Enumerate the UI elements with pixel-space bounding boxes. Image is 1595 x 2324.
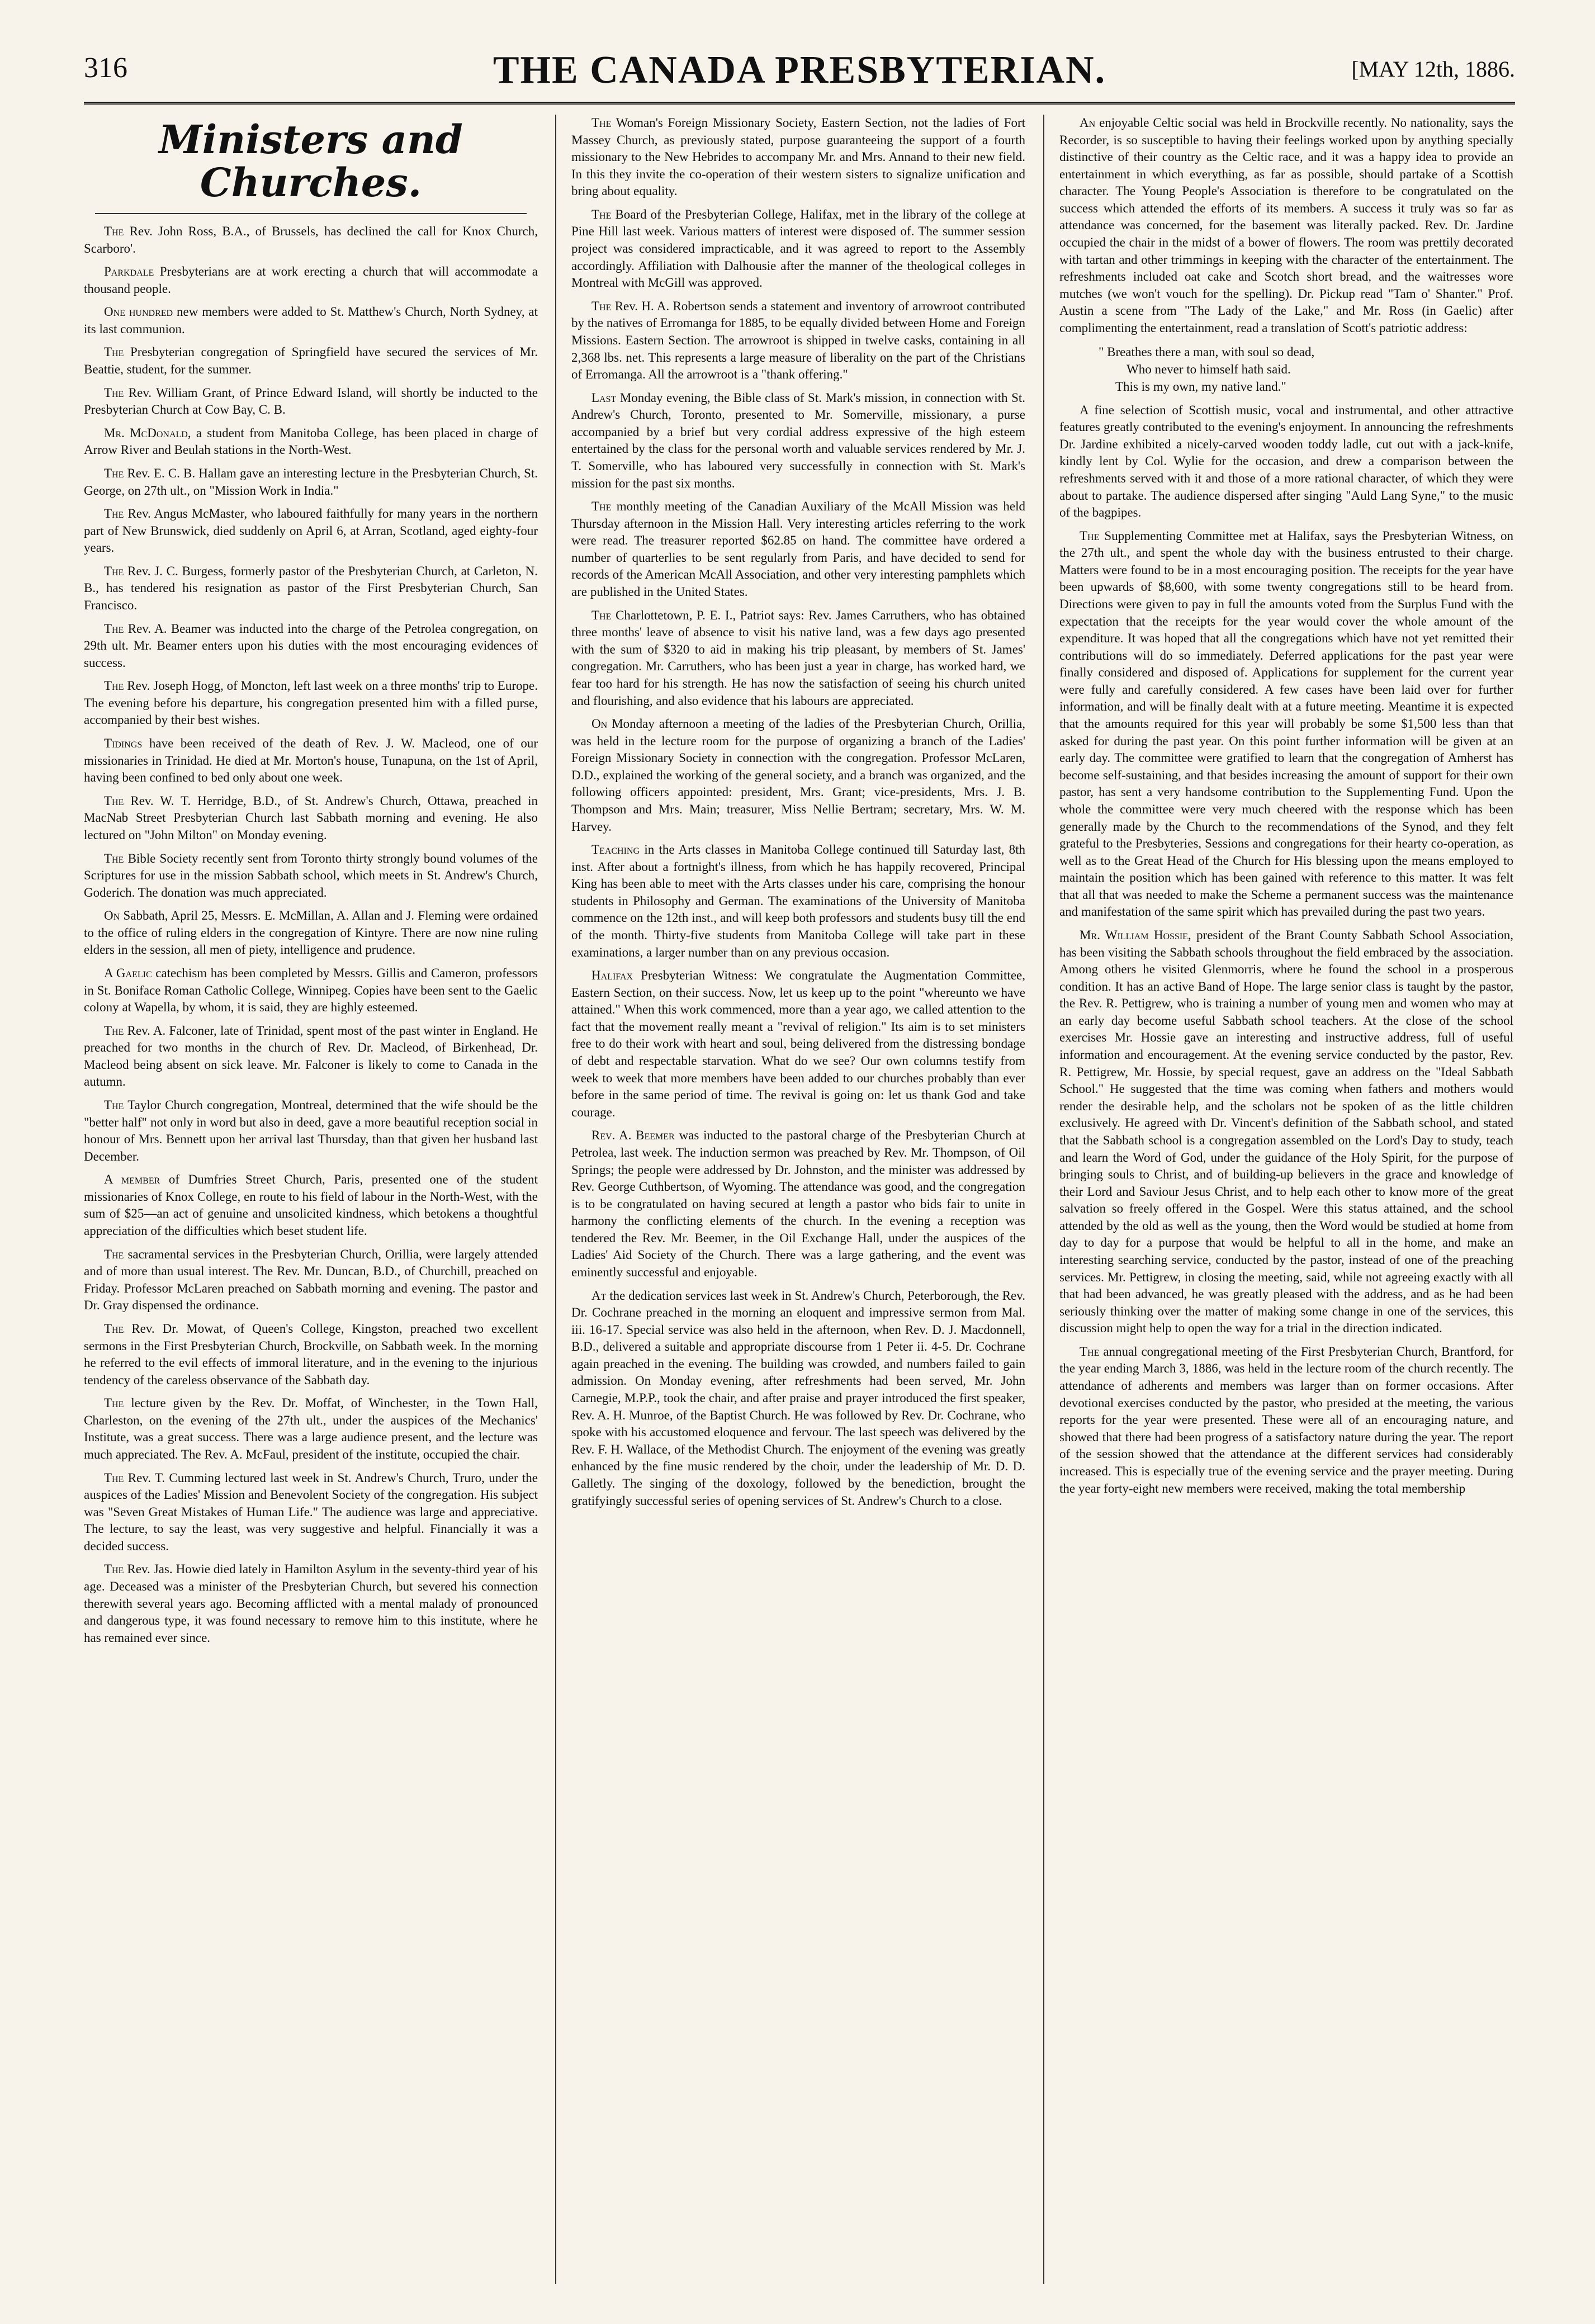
article-paragraph <box>84 425 538 459</box>
article-paragraph <box>571 115 1025 200</box>
paragraph-lead: One hundred <box>104 305 173 319</box>
paragraph-text: Rev. E. C. B. Hallam gave an interesting lecture in the Presbyterian Church, St. George, on 27th ult., on "Mission Work in India." <box>84 466 538 498</box>
article-paragraph <box>84 263 538 297</box>
paragraph-lead: Teaching <box>591 842 640 857</box>
paragraph-lead: On <box>104 908 120 923</box>
paragraph-lead: The <box>104 1247 124 1261</box>
paragraph-lead: A Gaelic <box>104 965 152 980</box>
article-paragraph <box>84 1395 538 1463</box>
paragraph-lead: The <box>104 1321 124 1336</box>
paragraph-lead: The <box>104 224 124 238</box>
paragraph-lead: The <box>591 207 612 221</box>
paragraph-text: monthly meeting of the Canadian Auxiliary of the McAll Mission was held Thursday afternoon in the Mission Hall. Very interesting articles referring to the work were read. The treasurer reported $62.85 on hand. The committee have ordered a number of quarterlies to be sent regularly from Paris, and have decided to send for records of the American McAll Association, and other very interesting pamphlets which are published in the United States. <box>571 499 1025 599</box>
paragraph-lead: The <box>104 1098 124 1113</box>
poem-quote <box>1099 343 1513 395</box>
paragraph-lead: The <box>104 345 124 359</box>
paragraph-lead: Tidings <box>104 736 143 751</box>
paragraph-text: Taylor Church congregation, Montreal, determined that the wife should be the "better half" not only in word but also in deed, gave a more beautiful reception social in honour of Mrs. Bennett upon her arrival last Thursday, than that given her husband last December. <box>84 1098 538 1163</box>
paragraph-lead: The <box>591 116 612 130</box>
paragraph-text: Rev. A. Falconer, late of Trinidad, spent most of the past winter in England. He preached for two months in the church of Rev. Dr. Macleod, of Birkenhead, Dr. Macleod being absent on sick leave. Mr. Falconer is likely to come to Canada in the autumn. <box>84 1023 538 1089</box>
paragraph-lead: The <box>1080 528 1100 543</box>
article-paragraph <box>1059 1343 1513 1497</box>
article-paragraph <box>571 498 1025 600</box>
paragraph-lead: The <box>591 499 612 514</box>
paragraph-text: Charlottetown, P. E. I., Patriot says: Rev. James Carruthers, who has obtained three months' leave of absence to visit his native land, was a few days ago presented with the sum of $320 to aid in making his trip pleasant, by members of St. James' congregation. Mr. Carruthers, who has been just a year in charge, has worked hard, we fear too hard for his strength. He has now the satisfaction of seeing his church united and flourishing, and also evidence that his labours are appreciated. <box>571 608 1025 708</box>
paragraph-text: Woman's Foreign Missionary Society, Eastern Section, not the ladies of Fort Massey Church, as previously stated, purpose guaranteeing the support of a fourth missionary to the New Hebrides to accompany Mr. and Mrs. Annand to their new field. In this they invite the co-operation of their western sisters to signalize unification and bring about equality. <box>571 116 1025 198</box>
paragraph-lead: A member <box>104 1172 160 1187</box>
paragraph-text: have been received of the death of Rev. J. W. Macleod, one of our missionaries in Trinidad. He died at Mr. Morton's house, Tunapuna, on the 1st of April, having been confined to bed only about one week. <box>84 736 538 785</box>
article-paragraph <box>84 1023 538 1091</box>
paragraph-text: Supplementing Committee met at Halifax, says the Presbyterian Witness, on the 27th ult., and spent the whole day with the business entrusted to their charge. Matters were found to be in a most encouraging position. The receipts for the year have been upwards of $8,600, with some twenty congregations still to be heard from. Directions were given to pay in full the amounts voted from the Surplus Fund with the expectation that the receipts for the year would cover the whole amount of the expenditure. It was hoped that all the congregations which have not yet remitted their contributions will do so immediately. Deferred applications for the past year were finally considered and disposed of. Applications for supplement for the current year were fully and carefully considered. A few cases have been laid over for further information, and will be finally dealt with at a future meeting. Meantime it is expected that the amounts required for this year will probably be some $1,500 less than that asked for during the past year. On this point further information will be given at an early day. The committee were gratified to learn that the congregation of Amherst has become self-sustaining, and that besides increasing the amount of support for their own pastor, has sent a very handsome contribution to the Supplementing Fund. Upon the whole the committee were very much cheered with the response which has been generally made by the Church to the recommendations of the Synod, and they felt grateful to the Presbyteries, Sessions and congregations for their hearty co-operation, as well as to the Great Head of the Church for His blessing upon the means employed to maintain the position which has been gained with reference to this matter. It was felt that all that was needed to make the Scheme a permanent success was the maintenance and manifestation of the same spirit which has prevailed during the past two years. <box>1059 528 1513 919</box>
paragraph-text: Bible Society recently sent from Toronto thirty strongly bound volumes of the Scriptures for use in the mission Sabbath school, which meets in St. Andrew's Church, Goderich. The donation was much appreciated. <box>84 851 538 900</box>
paragraph-text: of Dumfries Street Church, Paris, presented one of the student missionaries of Knox College, en route to his field of labour in the North-West, with the sum of $25—an act of genuine and unsolicited kindness, which betokens a thoughtful appreciation of the difficulties which beset student life. <box>84 1172 538 1238</box>
poem-line: Who never to himself hath said. <box>1127 362 1291 376</box>
paragraph-text: Presbyterians are at work erecting a church that will accommodate a thousand people. <box>84 264 538 296</box>
paragraph-lead: The <box>104 621 124 636</box>
paragraph-lead: The <box>104 851 124 865</box>
paragraph-text: was inducted to the pastoral charge of the Presbyterian Church at Petrolea, last week. The induction sermon was preached by Rev. Mr. Thompson, of Oil Springs; the people were addressed by Dr. Johnston, and the minister was addressed by Rev. George Cuthbertson, of Wyoming. The attendance was good, and the congregation is to be congratulated on having secured at length a pastor who bids fair to unite in harmony the conflicting elements of the church. In the evening a reception was tendered the Rev. Mr. Beemer, in the Oil Exchange Hall, under the auspices of the Ladies' Aid Society of the Church. There was a large gathering, and the event was eminently successful and enjoyable. <box>571 1128 1025 1279</box>
article-paragraph <box>1059 402 1513 522</box>
paragraph-text: A fine selection of Scottish music, vocal and instrumental, and other attractive features greatly contributed to the evening's enjoyment. In announcing the refreshments Dr. Jardine exhibited a nicely-carved wooden toddy ladle, cut out with a jack-knife, kindly lent by Col. Wylie for the occasion, and drew a comparison between the refreshments served with it and those of a more rational character, of which they were about to partake. The audience dispersed after singing "Auld Lang Syne," to the music of the bagpipes. <box>1059 403 1513 520</box>
article-paragraph <box>84 1097 538 1165</box>
article-paragraph <box>84 505 538 557</box>
article-paragraph <box>571 1288 1025 1510</box>
article-paragraph <box>571 1127 1025 1281</box>
paragraph-lead: An <box>1080 116 1096 130</box>
article-paragraph <box>84 678 538 729</box>
article-paragraph <box>84 223 538 257</box>
issue-date: [MAY 12th, 1886. <box>1351 56 1515 82</box>
article-paragraph <box>84 563 538 614</box>
paragraph-lead: The <box>591 299 612 313</box>
article-paragraph <box>84 1470 538 1555</box>
article-paragraph <box>84 1320 538 1389</box>
article-paragraph <box>571 967 1025 1121</box>
article-paragraph <box>84 850 538 902</box>
paragraph-lead: Halifax <box>591 968 633 983</box>
article-paragraph <box>571 298 1025 384</box>
article-paragraph <box>84 1561 538 1646</box>
column-1 <box>84 115 538 2284</box>
article-paragraph <box>1059 927 1513 1337</box>
paragraph-text: Presbyterian Witness: We congratulate the Augmentation Committee, Eastern Section, on their success. Now, let us keep up to the point "whereunto we have attained." When this work commenced, more than a year ago, we called attention to the fact that the movement really meant a "revival of religion." Its aim is to set ministers free to do their work with heart and soul, being delivered from the distressing bondage of debt and respectable starvation. What do we see? Our own columns testify from week to week that more members have been added to our churches probably than ever before in the same period of time. The revival is going on: let us thank God and take courage. <box>571 968 1025 1119</box>
masthead-title: THE CANADA PRESBYTERIAN. <box>493 49 1106 92</box>
paragraph-lead: The <box>104 564 124 578</box>
paragraph-text: Rev. Jas. Howie died lately in Hamilton Asylum in the seventy-third year of his age. Deceased was a minister of the Presbyterian Church, but severed his connection therewith several years ago. Becoming afflicted with a mental malady of pronounced and dangerous type, it was found necessary to remove him to this institute, where he has remained ever since. <box>84 1562 538 1645</box>
section-title: Ministers and Churches. <box>159 116 463 206</box>
article-paragraph <box>84 1246 538 1314</box>
article-paragraph <box>571 716 1025 835</box>
paragraph-text: Presbyterian congregation of Springfield have secured the services of Mr. Beattie, student, for the summer. <box>84 345 538 377</box>
article-paragraph <box>571 206 1025 292</box>
poem-line: This is my own, my native land." <box>1115 379 1286 394</box>
paragraph-lead: The <box>104 793 124 808</box>
poem-line: " Breathes there a man, with soul so dead, <box>1099 344 1315 359</box>
paragraph-lead: The <box>1080 1344 1100 1359</box>
article-paragraph <box>84 621 538 672</box>
column-2 <box>571 115 1025 2284</box>
article-paragraph <box>84 465 538 499</box>
paragraph-lead: Rev. A. Beemer <box>591 1128 675 1143</box>
paragraph-text: Rev. W. T. Herridge, B.D., of St. Andrew's Church, Ottawa, preached in MacNab Street Presbyterian Church last Sabbath morning and evening. He also lectured on "John Milton" on Monday evening. <box>84 793 538 842</box>
paragraph-lead: On <box>591 717 608 731</box>
article-paragraph <box>84 385 538 419</box>
paragraph-text: a student from Manitoba College, has been placed in charge of Arrow River and Beulah stations in the North-West. <box>84 425 538 457</box>
paragraph-text: Rev. John Ross, B.A., of Brussels, has declined the call for Knox Church, Scarboro'. <box>84 224 538 255</box>
paragraph-lead: The <box>591 608 612 622</box>
paragraph-text: annual congregational meeting of the First Presbyterian Church, Brantford, for the year ending March 3, 1886, was held in the lecture room of the church recently. The attendance of adherents and members was larger than on former occasions. After devotional exercises conducted by the pastor, who presided at the meeting, the various reports for the year were presented. These were all of an encouraging nature, and showed that there had been progress of a satisfactory nature during the year. The report of the session showed that the attendance at the different services had considerably increased. This is especially true of the evening service and the prayer meeting. During the year forty-eight new members were received, making the total membership <box>1059 1344 1513 1495</box>
paragraph-text: Sabbath, April 25, Messrs. E. McMillan, A. Allan and J. Fleming were ordained to the office of ruling elders in the congregation of Kintyre. There are now nine ruling elders in the session, all men of piety, intelligence and prudence. <box>84 908 538 957</box>
article-paragraph <box>1059 528 1513 921</box>
paragraph-text: Rev. A. Beamer was inducted into the charge of the Petrolea congregation, on 29th ult. Mr. Beamer enters upon his duties with the most encouraging evidences of success. <box>84 621 538 670</box>
paragraph-lead: The <box>104 1562 124 1577</box>
paragraph-text: sacramental services in the Presbyterian Church, Orillia, were largely attended and of more than usual interest. The Rev. Mr. Duncan, B.D., of Churchill, preached on Friday. Professor McLaren preached on Sabbath morning and evening. The pastor and Dr. Gray dispensed the ordinance. <box>84 1247 538 1313</box>
paragraph-lead: The <box>104 1470 124 1485</box>
paragraph-text: Board of the Presbyterian College, Halifax, met in the library of the college at Pine Hill last week. Various matters of interest were disposed of. The summer session project was considered impracticable, and it was agreed to report to the Assembly accordingly. Affiliation with Dalhousie after the manner of the theological colleges in Montreal with McGill was approved. <box>571 207 1025 290</box>
column-3 <box>1059 115 1513 2284</box>
article-paragraph <box>84 735 538 787</box>
paragraph-text: Rev. William Grant, of Prince Edward Island, will shortly be inducted to the Presbyterian Church at Cow Bay, C. B. <box>84 385 538 417</box>
column-divider <box>1043 115 1044 2284</box>
article-paragraph <box>571 607 1025 709</box>
paragraph-lead: Mr. William Hossie, <box>1080 928 1191 942</box>
paragraph-text: president of the Brant County Sabbath School Association, has been visiting the Sabbath schools throughout the field embraced by the association. Among others he visited Glenmorris, where he found the school in a prosperous condition. It has an active Band of Hope. The large senior class is taught by the pastor, the Rev. R. Pettigrew, who is training a number of young men and women who may at an early day become useful Sabbath school teachers. At the close of the school exercises Mr. Hossie gave an interesting and instructive address, full of useful information and encouragement. At the evening service conducted by the pastor, Rev. R. Pettigrew, Mr. Hossie, by special request, gave an address on the "Ideal Sabbath School." He suggested that the time was coming when fathers and mothers would render the desirable help, and the scholars not be spoken of as the little children exclusively. He agreed with Dr. Vincent's definition of the Sabbath school, and stated that the Sabbath school is a congregation assembled on the Lord's Day to study, teach and learn the Word of God, under the guidance of the Holy Spirit, for the purpose of bringing souls to Christ, and of building-up believers in the grace and knowledge of their Lord and Saviour Jesus Christ, and to help each other to know more of the great salvation so freely offered in the Gospel. Were this status attained, and the school attended by the old as well as the young, then the Word would be studied at home from day to day for a purpose that would be helpful to all in the home, and make an interesting searching service, conducted by the pastor, instead of one of the preaching services. Mr. Pettigrew, in closing the meeting, said, while not agreeing exactly with all that had been advanced, he was greatly pleased with the address, and as he had been seriously thinking over the matter of making some change in one of the services, this discussion might help to open the way for a trial in the direction indicated. <box>1059 928 1513 1336</box>
paragraph-text: Rev. T. Cumming lectured last week in St. Andrew's Church, Truro, under the auspices of the Ladies' Mission and Benevolent Society of the congregation. His subject was "Seven Great Mistakes of Human Life." The audience was large and appreciative. The lecture, to say the least, was very suggestive and helpful. Financially it was a decided success. <box>84 1470 538 1553</box>
paragraph-text: new members were added to St. Matthew's Church, North Sydney, at its last communion. <box>84 305 538 336</box>
paragraph-lead: The <box>104 1396 124 1411</box>
paragraph-text: Rev. Angus McMaster, who laboured faithfully for many years in the northern part of New Brunswick, died suddenly on April 6, at Arran, Scotland, aged eighty-four years. <box>84 507 538 555</box>
paragraph-text: Rev. J. C. Burgess, formerly pastor of the Presbyterian Church, at Carleton, N. B., has tendered his resignation as pastor of the First Presbyterian Church, San Francisco. <box>84 564 538 612</box>
paragraph-lead: The <box>104 385 124 400</box>
paragraph-text: Rev. H. A. Robertson sends a statement and inventory of arrowroot contributed by the natives of Erromanga for 1885, to be equally divided between Home and Foreign Missions. Eastern Section. The arrowroot is shipped in twelve casks, containing in all 2,368 lbs. net. This represents a large measure of liberality on the part of the Christians of Erromanga. All the arrowroot is a "thank offering." <box>571 299 1025 382</box>
article-paragraph <box>571 841 1025 961</box>
paragraph-text: catechism has been completed by Messrs. Gillis and Cameron, professors in St. Boniface Roman Catholic College, Winnipeg. Copies have been sent to the Gaelic colony at Wapella, by whom, it is said, they are highly esteemed. <box>84 965 538 1015</box>
paragraph-text: enjoyable Celtic social was held in Brockville recently. No nationality, says the Recorder, is so susceptible to having their feelings worked upon by anything specially distinctive of their country as the Celtic race, and it was a happy idea to provide an entertainment in which everything, as far as possible, should partake of a Scottish character. The Young People's Association is therefore to be congratulated on the success which attended the efforts of its members. A success it truly was so far as attendance was concerned, for the basement was literally packed. Rev. Dr. Jardine occupied the chair in the midst of a bower of flowers. The room was prettily decorated with tartan and other trimmings in keeping with the character of the entertainment. The refreshments included oat cake and Scotch short bread, and the waitresses wore mutches (we won't vouch for the spelling). Dr. Pickup read "Tam o' Shanter." Prof. Austin a scene from "The Lady of the Lake," and Mr. Ross (in Gaelic) after complimenting the entertainment, read a translation of Scott's patriotic address: <box>1059 116 1513 335</box>
paragraph-lead: Last <box>591 390 617 405</box>
paragraph-lead: The <box>104 466 124 480</box>
paragraph-text: the dedication services last week in St. Andrew's Church, Peterborough, the Rev. Dr. Cochrane preached in the morning an eloquent and impressive sermon from Mal. iii. 16-17. Special service was also held in the afternoon, when Rev. D. J. Macdonnell, B.D., delivered a suitable and appropriate discourse from 1 Peter ii. 4-5. Dr. Cochrane again preached in the evening. The building was crowded, and numbers failed to gain admission. On Monday evening, after refreshments had been served, Mr. John Carnegie, M.P.P., took the chair, and after praise and prayer introduced the first speaker, Rev. A. H. Munroe, of the Baptist Church. He was followed by Rev. Dr. Cochrane, who spoke with his accustomed eloquence and fervour. The last speech was delivered by the Rev. F. H. Wallace, of the Methodist Church. The enjoyment of the evening was greatly enhanced by the fine music rendered by the choir, under the leadership of Mr. D. D. Galletly. The singing of the doxology, followed by the benediction, brought the gratifyingly successful series of opening services of St. Andrew's Church to a close. <box>571 1288 1025 1508</box>
paragraph-lead: Mr. McDonald, <box>104 425 191 440</box>
paragraph-text: Monday evening, the Bible class of St. Mark's mission, in connection with St. Andrew's Church, Toronto, presented to Mr. Somerville, missionary, a purse accompanied by a brief but very cordial address expressive of the high esteem entertained by the class for the personal worth and valuable services rendered by Mr. J. T. Somerville, who has laboured very successfully in connection with St. Mark's mission for the past six months. <box>571 390 1025 490</box>
paragraph-text: lecture given by the Rev. Dr. Moffat, of Winchester, in the Town Hall, Charleston, on the evening of the 27th ult., under the auspices of the Mechanics' Institute, was a great success. There was a large audience present, and the lecture was much appreciated. The Rev. A. McFaul, president of the institute, occupied the chair. <box>84 1396 538 1461</box>
paragraph-lead: The <box>104 679 124 693</box>
article-paragraph <box>84 1171 538 1239</box>
paragraph-lead: The <box>104 1023 124 1038</box>
article-paragraph <box>1059 115 1513 337</box>
paragraph-lead: The <box>104 507 124 521</box>
page-number: 316 <box>84 52 127 84</box>
section-rule <box>95 213 527 214</box>
paragraph-lead: Parkdale <box>104 264 154 279</box>
article-paragraph <box>84 965 538 1016</box>
column-divider <box>555 115 556 2284</box>
paragraph-text: Rev. Joseph Hogg, of Moncton, left last week on a three months' trip to Europe. The evening before his departure, his congregation presented him with a filled purse, accompanied by their best wishes. <box>84 679 538 727</box>
article-paragraph <box>571 390 1025 492</box>
paragraph-text: in the Arts classes in Manitoba College continued till Saturday last, 8th inst. After about a fortnight's illness, from which he has happily recovered, Principal King has been able to meet with the Arts classes under his care, comprising the honour students in Philosophy and German. The examinations of the University of Manitoba commence on the 12th inst., and will keep both professors and students busy till the end of the month. Thirty-five students from Manitoba College will take part in these examinations, a larger number than on any previous occasion. <box>571 842 1025 959</box>
paragraph-lead: At <box>591 1288 607 1303</box>
paragraph-text: Monday afternoon a meeting of the ladies of the Presbyterian Church, Orillia, was held in the lecture room for the purpose of organizing a branch of the Ladies' Foreign Missionary Society in connection with the congregation. Professor McLaren, D.D., explained the working of the general society, and a branch was organized, and the following officers appointed: president, Mrs. Grant; vice-presidents, Mrs. J. B. Thompson and Mrs. Main; treasurer, Miss Nellie Bertram; secretary, Mrs. W. M. Harvey. <box>571 717 1025 834</box>
article-paragraph <box>84 304 538 338</box>
page-header <box>84 51 1515 96</box>
article-paragraph <box>84 907 538 959</box>
header-rule <box>84 102 1515 105</box>
article-paragraph <box>84 793 538 844</box>
paragraph-text: Rev. Dr. Mowat, of Queen's College, Kingston, preached two excellent sermons in the First Presbyterian Church, Brockville, on Sabbath week. In the morning he referred to the evil effects of immoral literature, and in the evening to the injurious tendency of the careless observance of the Sabbath day. <box>84 1321 538 1387</box>
article-paragraph <box>84 344 538 378</box>
